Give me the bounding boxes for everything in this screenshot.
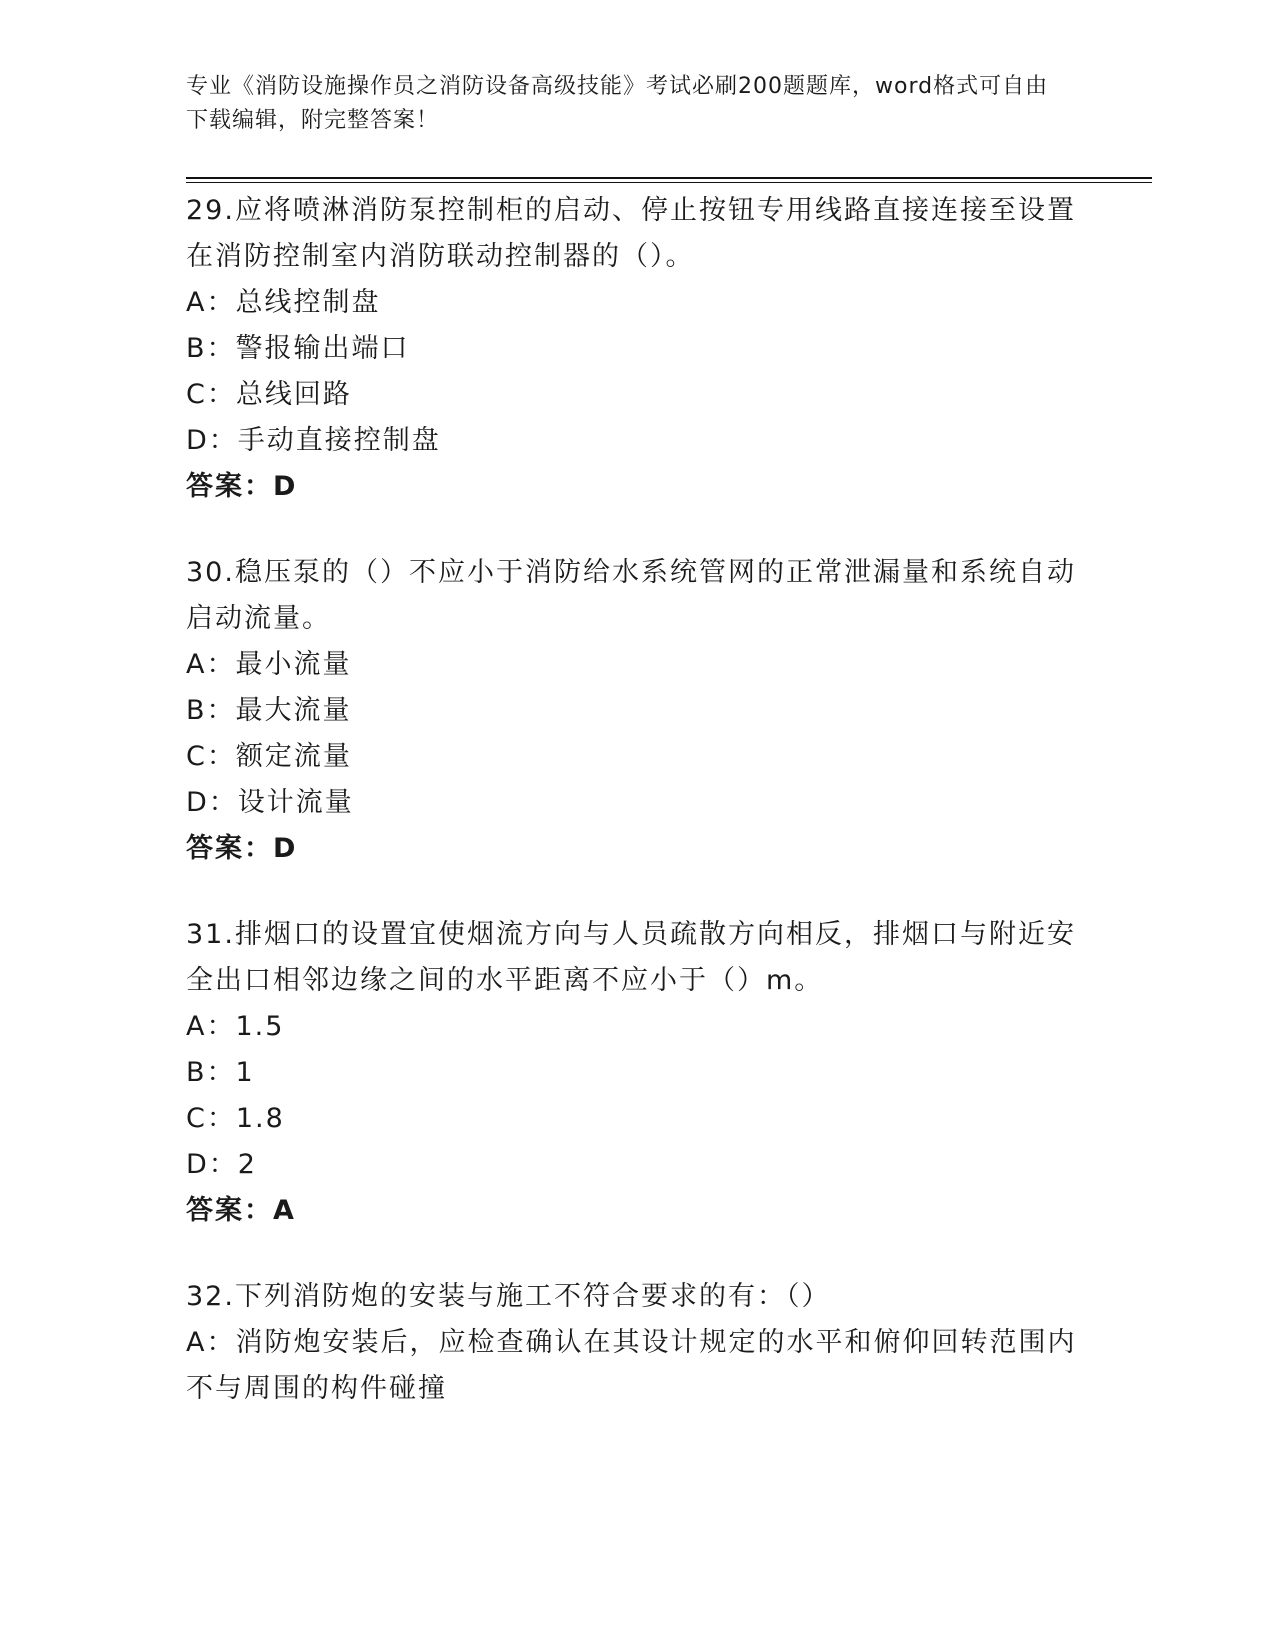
answer-label: 答案：A [186,1195,296,1226]
option-a: A：1.5 [186,1011,285,1042]
option-a: A：总线控制盘 [186,287,381,318]
header-divider [186,177,1152,179]
option-a: A：消防炮安装后，应检查确认在其设计规定的水平和俯仰回转范围内不与周围的构件碰撞 [186,1327,1077,1404]
question-30 [186,550,1086,872]
option-c: C：1.8 [186,1103,285,1134]
option-d: D：设计流量 [186,787,354,818]
question-stem: 29.应将喷淋消防泵控制柜的启动、停止按钮专用线路直接连接至设置在消防控制室内消防联动控制器的（）。 [186,195,1076,272]
option-d: D：2 [186,1149,257,1180]
option-b: B：警报输出端口 [186,333,410,364]
option-c: C：总线回路 [186,379,352,410]
question-31 [186,912,1086,1234]
question-list [186,188,1086,1452]
option-b: B：1 [186,1057,255,1088]
question-29 [186,188,1086,510]
option-c: C：额定流量 [186,741,352,772]
question-32 [186,1274,1086,1412]
answer-label: 答案：D [186,471,298,502]
question-stem: 31.排烟口的设置宜使烟流方向与人员疏散方向相反，排烟口与附近安全出口相邻边缘之间的水平距离不应小于（）m。 [186,919,1076,996]
question-stem: 32.下列消防炮的安装与施工不符合要求的有：（） [186,1281,831,1312]
option-d: D：手动直接控制盘 [186,425,441,456]
answer-label: 答案：D [186,833,298,864]
header-divider-thin [186,182,1152,183]
option-a: A：最小流量 [186,649,352,680]
document-header: 专业《消防设施操作员之消防设备高级技能》考试必刷200题题库，word格式可自由下载编辑，附完整答案！ [186,74,1049,133]
option-b: B：最大流量 [186,695,352,726]
question-stem: 30.稳压泵的（）不应小于消防给水系统管网的正常泄漏量和系统自动启动流量。 [186,557,1076,634]
